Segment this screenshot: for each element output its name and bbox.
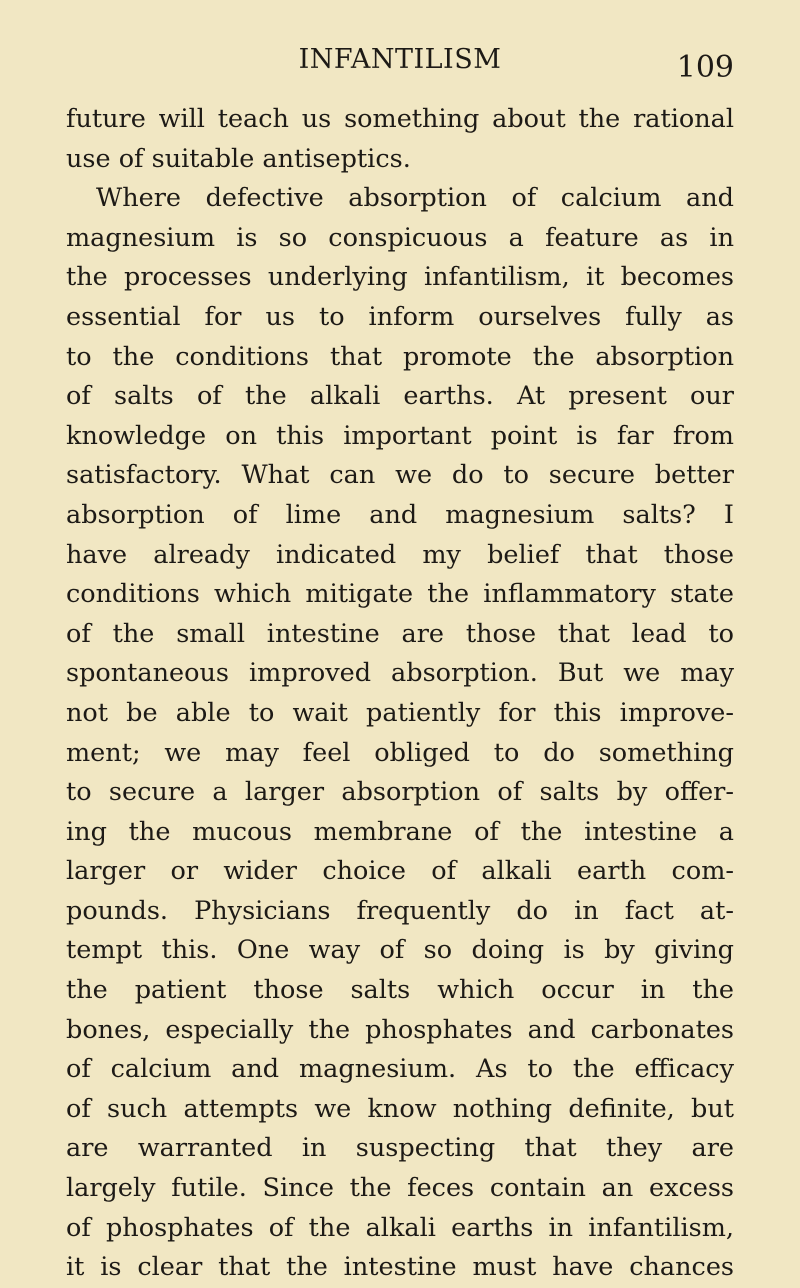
text-line: largely futile. Since the feces contain an excess <box>66 1173 734 1204</box>
body-text <box>66 100 734 1288</box>
text-line: knowledge on this important point is far from <box>66 420 734 451</box>
text-line: absorption of lime and magnesium salts? I <box>66 499 734 530</box>
text-line: of such attempts we know nothing definite, but <box>66 1093 734 1124</box>
text-line: have already indicated my belief that those <box>66 539 734 570</box>
text-line: future will teach us something about the rational <box>66 104 734 134</box>
text-line: not be able to wait patiently for this improve- <box>66 697 734 728</box>
text-line: tempt this. One way of so doing is by giving <box>66 935 734 966</box>
text-line: ment; we may feel obliged to do something <box>66 737 734 768</box>
text-line: conditions which mitigate the inflammatory state <box>66 579 734 610</box>
text-line: are warranted in suspecting that they are <box>66 1133 734 1164</box>
text-line: essential for us to inform ourselves fully as <box>66 301 734 332</box>
text-line: spontaneous improved absorption. But we may <box>66 658 734 689</box>
text-line: of calcium and magnesium. As to the efficacy <box>66 1054 734 1085</box>
text-line: of salts of the alkali earths. At present our <box>66 381 734 412</box>
page-number: 109 <box>676 50 734 85</box>
running-title: INFANTILISM <box>298 44 502 75</box>
text-line: pounds. Physicians frequently do in fact at- <box>66 895 734 926</box>
text-line: Where defective absorption of calcium and <box>96 183 734 214</box>
text-line: of phosphates of the alkali earths in infantilism, <box>66 1212 734 1243</box>
running-head <box>66 44 734 84</box>
text-line: bones, especially the phosphates and carbonates <box>66 1014 734 1045</box>
text-line: it is clear that the intestine must have chances <box>66 1252 734 1283</box>
text-line: magnesium is so conspicuous a feature as in <box>66 222 734 253</box>
text-line: use of suitable antiseptics. <box>66 143 411 174</box>
text-line: to secure a larger absorption of salts by offer- <box>66 777 734 808</box>
text-line: the processes underlying infantilism, it becomes <box>66 262 734 293</box>
text-line: the patient those salts which occur in the <box>66 975 734 1006</box>
text-line: ing the mucous membrane of the intestine a <box>66 816 734 847</box>
text-line: satisfactory. What can we do to secure better <box>66 460 734 491</box>
text-line: of the small intestine are those that lead to <box>66 618 734 649</box>
text-line: to the conditions that promote the absorption <box>66 341 734 372</box>
text-line: larger or wider choice of alkali earth com- <box>66 856 734 887</box>
